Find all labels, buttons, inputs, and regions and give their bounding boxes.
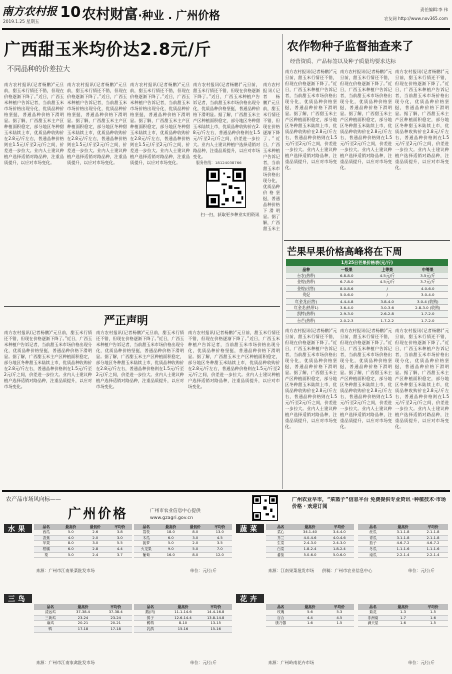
table-cell: 白菜 [277,547,285,552]
table-cell: 番茄 [277,552,285,557]
table-row [358,621,448,627]
market-title: 广州价格 [68,507,129,522]
table-cell: 3.0 [192,535,199,540]
table-cell: 1.5 [336,621,343,626]
mango-table-cell: 1.7-2.0 [421,311,435,317]
table-cell: 4.5 [216,535,223,540]
mango-table-body [286,273,448,324]
table-cell: 12.0 [215,552,224,557]
issue-date: 2019.1.25 星期五 [3,20,40,25]
table-cell: 荔枝 [142,530,150,534]
poultry-category-label: 三鸟 [4,594,32,603]
mango-table-cell: 3.6-4.0 [340,304,354,310]
mango-table-cell: 3.0-3.6 [380,304,394,310]
table-cell: 1.3 [400,610,406,614]
mango-col-grade-1: 一级果 [341,267,353,272]
table-cell: 2.6 [92,530,99,534]
col-avg: 平均价 [214,525,226,529]
veg-price-table-right [358,524,448,558]
table-row [134,627,232,633]
table-cell: 4.0-4.6 [303,535,317,540]
mango-table-cell: 3.0-4 (收购) [416,298,439,304]
notice-column-1: 南方农村报讯(记者杨鹏)“元旦前，甜玉米行情还不错，但现在价格逐渐下降了。”近日，广西玉米种植户告诉记者，当前甜玉米市场价格出现分化，优质品种价格坚挺，普通品种价格下滑明显。据了解，广西甜玉米主产区种植面积稳定，部分地区冬种甜玉米陆续上市，优质品种收购价在2.8元/斤左右，普通品种价格则在1.5元/斤至2元/斤之间，价差进一步拉大。业内人士建议种植户选择适销对路品种，注重品质提升，以应对市场变化。 [4,330,92,389]
table-cell: 20-21 [77,621,89,626]
flower-rows-left [266,610,354,627]
table-cell: 8.0 [192,530,199,534]
table-cell: 16.0 [166,552,175,557]
col-low: 最低价 [89,525,101,529]
service-hotline: 服务热线：18124038766 [196,160,242,165]
poultry-unit: 单位：元/公斤 [190,660,217,665]
table-cell: 麻鸡 [46,621,54,626]
fruit-unit: 单位：元/公斤 [190,568,217,573]
table-cell: 1.5 [430,610,436,614]
veg-unit: 单位：元/公斤 [408,568,435,573]
mango-table-cell: / [386,292,388,298]
col-name: 品名 [142,525,150,529]
section-title [82,4,220,24]
table-cell: 3.4-4.0 [332,530,346,534]
table-cell: 1.7 [400,615,406,620]
table-row [134,553,232,559]
table-cell: 3.8 [116,530,123,534]
lead-column-2: 南方农村报讯(记者杨鹏)“元旦前，甜玉米行情还不错，但现在价格逐渐下降了。”近日，广西玉米种植户告诉记者，当前甜玉米市场价格出现分化，优质品种价格坚挺，普通品种价格下滑明显。据了解，广西甜玉米主产区种植面积稳定，部分地区冬种甜玉米陆续上市，优质品种收购价在2.8元/斤左右，普通品种价格则在1.5元/斤至2元/斤之间，价差进一步拉大。业内人士建议种植户选择适销对路品种，注重品质提升，以应对市场变化。 [67,82,127,165]
col-name: 品名 [277,605,285,609]
col-high: 最高价 [77,605,89,609]
table-cell: 青瓜 [369,535,377,540]
table-cell: 9.0 [167,547,174,552]
table-row [266,553,354,559]
mango-table-cell: 4.4-4.8 [340,298,354,304]
col-high: 最高价 [304,605,316,609]
masthead-rule [2,28,450,30]
table-cell: 8.0 [192,552,199,557]
table-cell: 18.0 [166,530,175,534]
mango-table-cell: 2.0-2.3 [340,317,354,323]
mango-table-cell: 8.0-8.6 [340,285,354,291]
table-cell: 满天星 [367,621,379,626]
early-fruit-column-2: 南方农村报讯(记者杨鹏)“元旦前，甜玉米行情还不错，但现在价格逐渐下降了。”近日，广西玉米种植户告诉记者，当前甜玉米市场价格出现分化，优质品种价格坚挺，普通品种价格下滑明显。据了解，广西甜玉米主产区种植面积稳定，部分地区冬种甜玉米陆续上市，优质品种收购价在2.8元/斤左右，普通品种价格则在1.5元/斤至2元/斤之间，价差进一步拉大。业内人士建议种植户选择适销对路品种，注重品质提升，以应对市场变化。 [340,328,392,429]
col-high: 最高价 [165,525,177,529]
table-cell: 2.4-3.0 [332,541,346,546]
col-avg: 平均价 [427,605,439,609]
table-cell: 2.2-1.4 [396,552,410,557]
table-cell: 17-18 [77,627,89,632]
market-supplier: 广州市农业信息中心提供 [150,509,201,514]
table-cell: 4.4 [307,615,313,620]
table-cell: 梨 [44,552,49,557]
table-cell: 5.0-6.0 [332,552,346,557]
table-cell: 2.0 [192,541,199,546]
table-cell: 3.1-1.8 [396,535,410,540]
table-cell: 冬瓜 [369,547,377,552]
table-cell: 20-21 [110,621,121,626]
table-cell: 23-24 [77,615,89,620]
table-cell: 清远鸡 [44,610,56,614]
veg-category-label: 蔬菜 [236,524,264,533]
column-divider [282,34,283,489]
mango-table-cell: 凯特(热带) [297,311,316,317]
supervision-column-2: 南方农村报讯(记者杨鹏)“元旦前，甜玉米行情还不错，但现在价格逐渐下降了。”近日，广西玉米种植户告诉记者，当前甜玉米市场价格出现分化，优质品种价格坚挺，普通品种价格下滑明显。据了解，广西甜玉米主产区种植面积稳定，部分地区冬种甜玉米陆续上市，优质品种收购价在2.8元/斤左右，普通品种价格则在1.5元/斤至2元/斤之间，价差进一步拉大。业内人士建议种植户选择适销对路品种，注重品质提升，以应对市场变化。 [340,69,392,170]
table-cell: 37-38.4 [108,610,123,614]
table-cell: 14.4-16.8 [207,610,225,614]
mango-table-cell: 1.7-2.0 [421,317,435,323]
table-cell: 3.1-1.8 [396,530,410,534]
col-high: 最高价 [304,525,316,529]
table-cell: 4.0-4.6 [332,535,346,540]
table-cell: 三黄鸡 [44,615,56,620]
table-cell: 丝瓜 [369,530,377,534]
mango-price-table [286,259,448,324]
col-name: 品名 [146,605,154,609]
table-cell: 37-38.4 [76,610,90,614]
mango-table-cell: 5.0-6.0 [340,292,354,298]
table-cell: 菜心 [277,530,285,534]
flower-price-table-left [266,604,354,627]
table-cell: 3.5 [216,541,223,546]
table-cell: 火龙果 [140,547,152,552]
col-avg: 平均价 [114,525,126,529]
qr-code-icon [207,169,245,207]
notice-rule [4,306,280,307]
table-cell: 3.0 [116,535,123,540]
table-cell: 13.0 [215,530,224,534]
table-cell: 1.6 [430,615,436,620]
table-cell: 2.8 [92,547,99,552]
veg-rows-left [266,530,354,558]
table-cell: 2.4 [92,552,99,557]
table-cell: 5.0 [167,541,174,546]
table-cell: 西瓜 [42,530,50,534]
mango-table-cell: 1.7-2.2 [380,317,394,323]
mango-table-cell: 4.5元/斤 [379,273,395,278]
contact-qr-code[interactable] [206,168,246,208]
mango-table-cell: 红金龙(出售) [295,298,318,304]
fruit-price-table-right [134,524,232,558]
mango-table-cell: 4.0-6.0 [421,285,435,291]
mango-table-cell: 贵妃 [302,292,311,298]
mango-table-cell: 6.7-8.0 [340,279,354,285]
mango-table-title: 1月25日芒果价格表(元/斤) [286,259,448,266]
veg-source: 来源：江南果菜批发市场 [268,568,315,573]
mango-table-cell: 台芒(热带) [297,317,316,323]
table-cell: 2.2-1.4 [426,552,440,557]
table-cell: 5.3 [336,610,343,614]
early-fruit-column-3: 南方农村报讯(记者杨鹏)“元旦前，甜玉米行情还不错，但现在价格逐渐下降了。”近日，广西玉米种植户告诉记者，当前甜玉米市场价格出现分化，优质品种价格坚挺，普通品种价格下滑明显。据了解，广西甜玉米主产区种植面积稳定，部分地区冬种甜玉米陆续上市，优质品种收购价在2.8元/斤左右，普通品种价格则在1.5元/斤至2元/斤之间，价差进一步拉大。业内人士建议种植户选择适销对路品种，注重品质提升，以应对市场变化。 [395,328,449,429]
notice-column-2: 南方农村报讯(记者杨鹏)“元旦前，甜玉米行情还不错，但现在价格逐渐下降了。”近日，广西玉米种植户告诉记者，当前甜玉米市场价格出现分化，优质品种价格坚挺，普通品种价格下滑明显。据了解，广西甜玉米主产区种植面积稳定，部分地区冬种甜玉米陆续上市，优质品种收购价在2.8元/斤左右，普通品种价格则在1.5元/斤至2元/斤之间，价差进一步拉大。业内人士建议种植户选择适销对路品种，注重品质提升，以应对市场变化。 [96,330,184,389]
table-cell: 12.6-14.4 [174,615,192,620]
poultry-price-table-right [134,604,232,633]
table-cell: 2.4-3.0 [303,541,317,546]
mango-table-cell: 3.0-4.0 [421,292,435,298]
table-row [34,627,132,633]
table-cell: 2.0 [92,535,99,540]
flower-price-table-right [358,604,448,627]
col-high: 最高价 [177,605,189,609]
mango-table-cell: / [386,285,388,291]
poultry-source: 来源：广州市江南家禽批发市场 [36,660,95,665]
table-cell: 康乃馨 [275,621,287,626]
mango-table-cell: 2.6-2.8 [380,311,394,317]
col-avg: 平均价 [427,525,439,529]
table-cell: 11.1-14.6 [174,610,192,614]
notice-headline: 严正声明 [104,314,148,327]
table-cell: 3.0 [92,541,99,546]
supervision-column-3: 南方农村报讯(记者杨鹏)“元旦前，甜玉米行情还不错，但现在价格逐渐下降了。”近日，广西玉米种植户告诉记者，当前甜玉米市场价格出现分化，优质品种价格坚挺，普通品种价格下滑明显。据了解，广西甜玉米主产区种植面积稳定，部分地区冬种甜玉米陆续上市，优质品种收购价在2.8元/斤左右，普通品种价格则在1.5元/斤至2元/斤之间，价差进一步拉大。业内人士建议种植户选择适销对路品种，注重品质提升，以应对市场变化。 [395,69,449,170]
supervision-subhead: 经营资质、产品标签以及种子质量均要求达标 [290,59,396,65]
veg-price-table-left [266,524,354,558]
table-cell: 南瓜 [369,552,377,557]
table-cell: 4.4 [116,547,123,552]
fruit-price-table-left [34,524,132,558]
table-cell: 4.6-7.2 [426,541,440,546]
table-cell: 4.6-7.2 [396,541,410,546]
table-cell: 15-16 [177,627,189,632]
col-name: 品名 [42,525,50,529]
table-cell: 4.5 [336,615,343,620]
table-cell: 1.6 [400,621,406,626]
table-row [34,553,132,559]
mango-table-row [286,318,448,324]
col-avg: 平均价 [333,605,345,609]
table-cell: 百合 [277,615,285,620]
section-rule [284,240,450,241]
veg-supplier: 供稿：广州市农业信息中心 [322,568,373,573]
mango-table-cell: 3.8-4.0 [380,298,394,304]
col-name: 品名 [277,525,285,529]
table-cell: 生菜 [277,541,285,546]
col-name: 品名 [46,605,54,609]
table-cell: 茄子 [369,541,377,546]
table-cell: 1.5 [430,621,436,626]
poultry-rows-right [134,610,232,633]
table-cell: 3.7 [116,552,123,557]
table-cell: 鸽子 [146,615,154,620]
fruit-source: 来源：广州市江南果菜批发市场 [36,568,95,573]
table-cell: 6.0 [167,535,174,540]
supervision-column-1: 南方农村报讯(记者杨鹏)“元旦前，甜玉米行情还不错，但现在价格逐渐下降了。”近日，广西玉米种植户告诉记者，当前甜玉米市场价格出现分化，优质品种价格坚挺，普通品种价格下滑明显。据了解，广西甜玉米主产区种植面积稳定，部分地区冬种甜玉米陆续上市，优质品种收购价在2.8元/斤左右，普通品种价格则在1.5元/斤至2元/斤之间，价差进一步拉大。业内人士建议种植户选择适销对路品种，注重品质提升，以应对市场变化。 [285,69,337,170]
mango-table-cell: 红金龙(热带1) [294,304,319,310]
table-cell: 8.0 [67,541,74,546]
mango-table-cell: 金煌(热带) [297,279,316,285]
lead-subhead: 不同品种的价差拉大 [7,65,70,73]
newspaper-logo: 南方农村报 [2,5,57,18]
col-avg: 平均价 [110,605,122,609]
table-cell: 6.0 [67,547,74,552]
table-cell: 1.1-1.6 [396,547,410,552]
market-subtitle: 农产品市场风向标—— [6,497,62,503]
table-cell: 5.0 [67,530,74,534]
table-cell: 13.8-14.8 [207,615,225,620]
table-cell: 鹅(肉) [145,610,156,614]
mango-table-cell: 2.8-3.0 (收购) [415,304,441,310]
veg-rows-right [358,530,448,558]
col-low: 最低价 [189,525,201,529]
mango-table-header [286,266,448,273]
mango-table-cell: 台农(热带) [297,273,316,278]
early-fruit-column-1: 南方农村报讯(记者杨鹏)“元旦前，甜玉米行情还不错，但现在价格逐渐下降了。”近日，广西玉米种植户告诉记者，当前甜玉米市场价格出现分化，优质品种价格坚挺，普通品种价格下滑明显。据了解，广西甜玉米主产区种植面积稳定，部分地区冬种甜玉米陆续上市，优质品种收购价在2.8元/斤左右，普通品种价格则在1.5元/斤至2元/斤之间，价差进一步拉大。业内人士建议种植户选择适销对路品种，注重品质提升，以应对市场变化。 [285,328,337,429]
mango-col-grade-3: 中等果 [422,267,434,272]
mango-table-cell: 3.5元/斤 [420,273,436,278]
flower-category-label: 花卉 [236,594,264,603]
table-cell: 玫瑰 [277,610,285,614]
editor-credit: 责任编辑:李 伟 [420,7,448,12]
table-cell: 5.0 [67,552,74,557]
table-cell: 23-24 [110,615,121,620]
table-cell: 5.5 [116,541,123,546]
table-cell: 5.0-6.0 [303,552,317,557]
supervision-headline: 农作物种子监督抽查来了 [287,39,414,53]
col-avg: 平均价 [333,525,345,529]
table-cell: 7.0 [216,547,223,552]
mango-table-cell: 4.5元/斤 [379,279,395,285]
masthead [0,0,452,34]
col-avg: 平均价 [210,605,222,609]
lead-column-4: 南方农村报讯(记者杨鹏)“元旦前，甜玉米行情还不错，但现在价格逐渐下降了。”近日，广西玉米种植户告诉记者，当前甜玉米市场价格出现分化，优质品种价格坚挺，普通品种价格下滑明显。据了解，广西甜玉米主产区种植面积稳定，部分地区冬种甜玉米陆续上市，优质品种收购价在2.8元/斤左右，普通品种价格则在1.5元/斤至2元/斤之间，价差进一步拉大。业内人士建议种植户选择适销对路品种，注重品质提升，以应对市场变化。 [193,82,260,159]
lead-headline: 广西甜玉米均价达2.8元/斤 [4,40,212,59]
table-cell: 5.6 [307,610,313,614]
table-cell: 34.1-40 [303,530,317,534]
early-fruit-headline: 芒果早果价格高峰将在下周 [287,247,403,258]
table-cell: 鹌鹑 [146,621,154,626]
table-cell: 香蕉 [42,535,50,540]
table-cell: 8-10 [178,621,188,626]
table-cell: 柑橘 [42,547,50,552]
col-name: 品名 [369,605,377,609]
table-cell: 1.8-2.4 [303,547,317,552]
table-cell: 菊花 [369,610,377,614]
poultry-rows-left [34,610,132,633]
fruit-category-label: 水果 [4,524,32,533]
market-rule [2,490,450,492]
qr-code-icon [253,496,277,520]
col-name: 品名 [369,525,377,529]
table-cell: 芥兰 [277,535,285,540]
market-qr-code[interactable] [252,495,278,521]
mango-table-cell: 3.7元/斤 [420,279,436,285]
fruit-rows-left [34,530,132,558]
section-subtitle: ·种业 . 广州价格 [138,9,221,22]
table-row [358,553,448,559]
table-cell: 1.6 [307,621,313,626]
table-cell: 木瓜 [142,535,150,540]
col-high: 最高价 [397,525,409,529]
table-cell: 5.0 [192,547,199,552]
mango-table-cell: 6.8-8.0 [340,273,354,278]
col-high: 最高价 [65,525,77,529]
mango-col-grade-2: 上等果 [381,267,393,272]
table-cell: 17-18 [110,627,121,632]
poultry-price-table-left [34,604,132,633]
notice-column-3: 南方农村报讯(记者杨鹏)“元旦前，甜玉米行情还不错，但现在价格逐渐下降了。”近日，广西玉米种植户告诉记者，当前甜玉米市场价格出现分化，优质品种价格坚挺，普通品种价格下滑明显。据了解，广西甜玉米主产区种植面积稳定，部分地区冬种甜玉米陆续上市，优质品种收购价在2.8元/斤左右，普通品种价格则在1.5元/斤至2元/斤之间，价差进一步拉大。业内人士建议种植户选择适销对路品种，注重品质提升，以应对市场变化。 [188,330,280,389]
table-cell: 鸭 [48,627,53,632]
flower-source: 来源：广州岭南花卉市场 [268,660,315,665]
table-row [266,621,354,627]
page-number: 10 [60,3,81,21]
table-cell: 葡萄 [142,552,150,557]
mango-col-variety: 品种 [302,267,311,272]
flower-unit: 单位：元/公斤 [408,660,435,665]
table-cell: 菠萝 [142,541,150,546]
table-cell: 苹果 [42,541,50,546]
table-cell: 1.1-1.6 [426,547,440,552]
qr-caption: 扫一扫，获取更多种业实用资讯 [200,212,260,217]
market-website: www.gzagri.gov.cn [150,516,193,521]
section-name: 农村财富 [82,7,138,23]
table-cell: 4.0 [67,535,74,540]
table-cell: 2.1-1.8 [426,535,440,540]
table-cell: 2.1-1.8 [426,530,440,534]
mango-table-cell: 金煌(出售) [297,285,316,291]
table-cell: 非洲菊 [367,615,379,620]
lead-column-3: 南方农村报讯(记者杨鹏)“元旦前，甜玉米行情还不错，但现在价格逐渐下降了。”近日，广西玉米种植户告诉记者，当前甜玉米市场价格出现分化，优质品种价格坚挺，普通品种价格下滑明显。据了解，广西甜玉米主产区种植面积稳定，部分地区冬种甜玉米陆续上市，优质品种收购价在2.8元/斤左右，普通品种价格则在1.5元/斤至2元/斤之间，价差进一步拉大。业内人士建议种植户选择适销对路品种，注重品质提升，以应对市场变化。 [130,82,190,165]
table-cell: 1.8-2.4 [332,547,346,552]
flower-rows-right [358,610,448,627]
table-cell: 13-15 [210,621,221,626]
fruit-rows-right [134,530,232,558]
lead-column-5: 南方农村报讯(记者杨鹏)“元旦前，甜玉米行情还不错，但现在价格逐渐下降了。”近日，广西玉米种植户告诉记者，当前甜玉米市场价格出现分化，优质品种价格坚挺，普通品种价格下滑明显。据了解，广西甜玉米主 [263,82,280,231]
lead-column-1: 南方农村报讯(记者杨鹏)“元旦前，甜玉米行情还不错，但现在价格逐渐下降了。”近日，广西玉米种植户告诉记者，当前甜玉米市场价格出现分化，优质品种价格坚挺，普通品种价格下滑明显。据了解，广西甜玉米主产区种植面积稳定，部分地区冬种甜玉米陆续上市，优质品种收购价在2.8元/斤左右，普通品种价格则在1.5元/斤至2元/斤之间，价差进一步拉大。业内人士建议种植户选择适销对路品种，注重品质提升，以应对市场变化。 [4,82,64,165]
table-cell: 15-16 [210,627,221,632]
table-cell: 乳鸽 [146,627,154,632]
website-credit: 农友网 http://www.nov365.com [384,16,448,21]
col-high: 最高价 [397,605,409,609]
mango-table-cell: 2.9-3.0 [340,311,354,317]
market-slogan: 广州农业早市，“菜篮子”信息平台 免费提供专业资讯 ·种植技术·市场价格 · 欢迎订阅 [292,497,446,510]
